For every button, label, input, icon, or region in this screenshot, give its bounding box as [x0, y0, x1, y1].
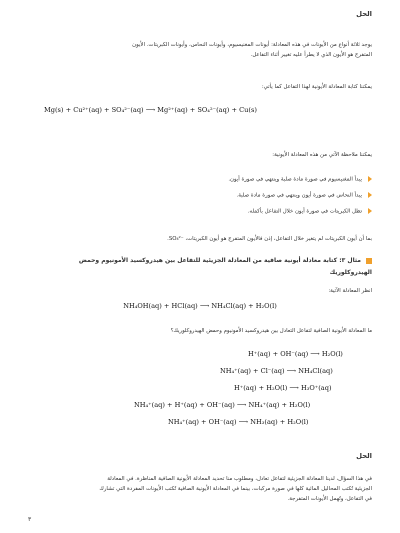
answer-option: H⁺(aq) + H₂O(l) ⟶ H₃O⁺(aq) [234, 384, 332, 392]
bullet-item: يبدأ المغنيسيوم في صورة مادة صلبة وينتهي في صورة أيون. [228, 176, 372, 183]
paragraph-line: في هذا السؤال، لدينا المعادلة الجزيئية لتفاعل تعادل، ومطلوب منا تحديد المعادلة الأيونية الصافية المناظرة. في المعادلة [107, 476, 372, 482]
paragraph-line: الجزيئية تُكتب المحاليل المائية كلها في صورة مركبات، بينما في المعادلة الأيونية الصافية تُكتب الأيونات المفردة التي تشارك [99, 486, 372, 492]
answer-option: NH₄⁺(aq) + Cl⁻(aq) ⟶ NH₄Cl(aq) [220, 367, 333, 375]
molecular-equation: NH₄OH(aq) + HCl(aq) ⟶ NH₄Cl(aq) + H₂O(l) [123, 302, 277, 310]
paragraph: يمكننا كتابة المعادلة الأيونية لهذا التفاعل كما يأتي: [261, 84, 372, 90]
example-title-cont: الهيدروكلوريك [329, 269, 372, 276]
bullet-icon [368, 208, 372, 214]
answer-heading: الحل [356, 452, 372, 460]
bullet-icon [368, 176, 372, 182]
example-title: مثال ٣: كتابة معادلة أيونية صافية من المعادلة الجزيئية للتفاعل بين هيدروكسيد الأمونيوم وحمض [28, 256, 372, 266]
bullet-item: يبدأ النحاس في صورة أيون وينتهي في صورة مادة صلبة. [237, 192, 373, 199]
bullet-icon [368, 192, 372, 198]
question: ما المعادلة الأيونية الصافية لتفاعل التعادل بين هيدروكسيد الأمونيوم وحمض الهيدروكلوريك؟ [170, 328, 372, 334]
paragraph-line: المتفرج هو الأيون الذي لا يطرأ عليه تغيير أثناء التفاعل. [250, 52, 372, 58]
ionic-equation: Mg(s) + Cu²⁺(aq) + SO₄²⁻(aq) ⟶ Mg²⁺(aq) + SO₄²⁻(aq) + Cu(s) [44, 106, 257, 114]
page-number: ٣ [28, 516, 32, 523]
paragraph: انظر المعادلة الآتية: [328, 288, 372, 294]
answer-option: H⁺(aq) + OH⁻(aq) ⟶ H₂O(l) [248, 350, 343, 358]
bullet-item: تظل الكبريتات في صورة أيون خلال التفاعل بأكمله. [248, 208, 372, 215]
paragraph-line: يوجد ثلاثة أنواع من الأيونات في هذه المعادلة: أيونات المغنيسيوم، وأيونات النحاس، وأيونات الكبريتات. الأيون [132, 42, 372, 48]
paragraph-line: في التفاعل، وتُهمل الأيونات المتفرجة. [287, 496, 372, 502]
paragraph: بما أن أيون الكبريتات لم يتغير خلال التفاعل، إذن فالأيون المتفرج هو أيون الكبريتات، ‎SO₄²⁻‎. [167, 236, 372, 242]
answer-option: NH₄⁺(aq) + H⁺(aq) + OH⁻(aq) ⟶ NH₄⁺(aq) + H₂O(l) [134, 401, 311, 409]
paragraph: يمكننا ملاحظة الآتي من هذه المعادلة الأيونية: [272, 152, 372, 158]
answer-heading: الحل [356, 10, 372, 18]
answer-option: NH₄⁺(aq) + OH⁻(aq) ⟶ NH₃(aq) + H₂O(l) [168, 418, 309, 426]
square-marker-icon [366, 258, 372, 264]
